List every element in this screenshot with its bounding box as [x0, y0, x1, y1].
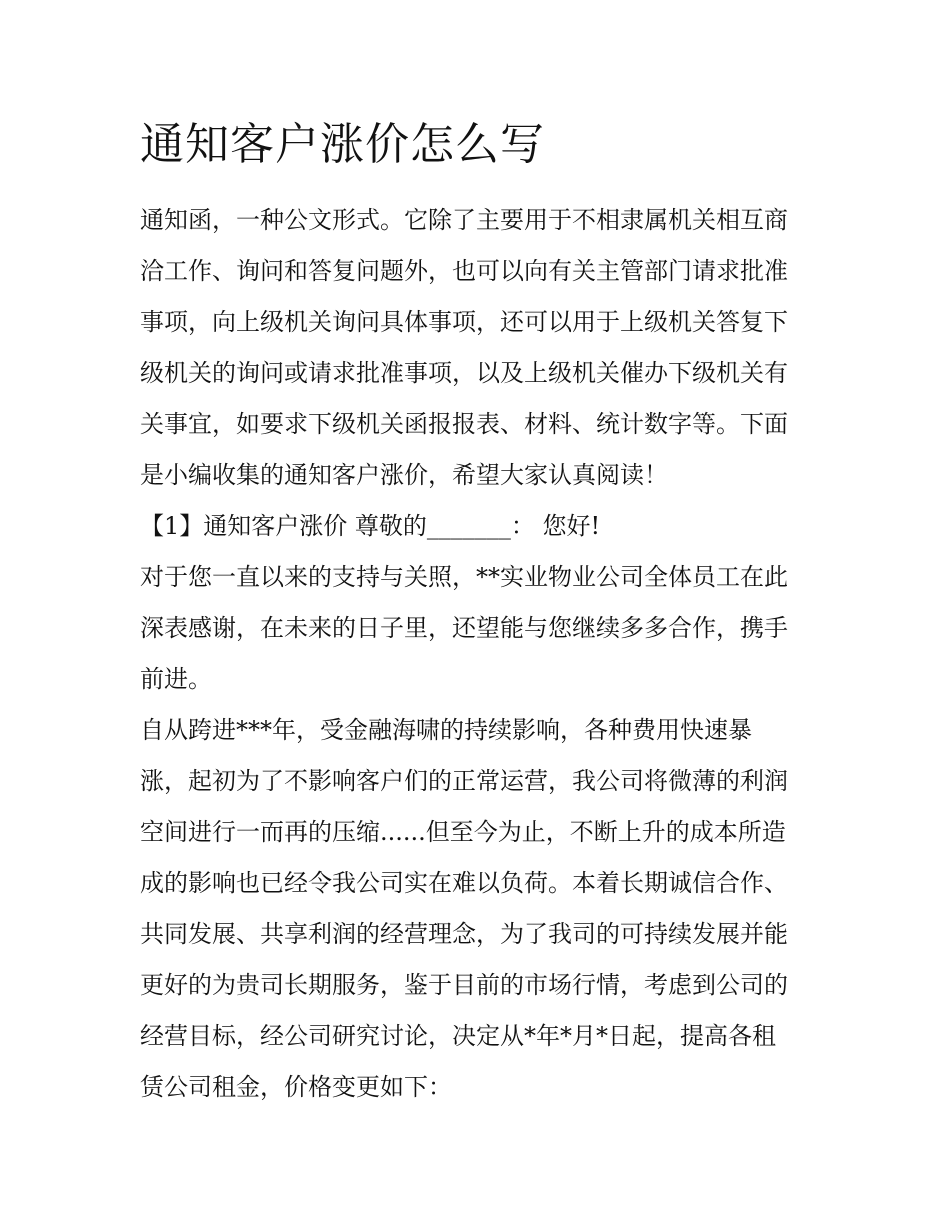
text-line: 前进。	[140, 665, 212, 693]
text-line: 深表感谢，在未来的日子里，还望能与您继续多多合作，携手	[140, 614, 788, 642]
text-line: 级机关的询问或请求批准事项，以及上级机关催办下级机关有	[140, 359, 788, 387]
text-line: 涨，起初为了不影响客户们的正常运营，我公司将微薄的利润	[140, 767, 788, 795]
text-line: 是小编收集的通知客户涨价，希望大家认真阅读！	[140, 461, 668, 489]
text-line: 【1】通知客户涨价 尊敬的_______： 您好!	[140, 512, 601, 540]
text-line: 自从跨进***年，受金融海啸的持续影响，各种费用快速暴	[140, 716, 752, 744]
text-line: 赁公司租金，价格变更如下：	[140, 1073, 452, 1101]
text-line: 事项，向上级机关询问具体事项，还可以用于上级机关答复下	[140, 308, 788, 336]
text-line: 通知函，一种公文形式。它除了主要用于不相隶属机关相互商	[140, 206, 788, 234]
text-line: 关事宜，如要求下级机关函报报表、材料、统计数字等。下面	[140, 410, 788, 438]
text-line: 洽工作、询问和答复问题外，也可以向有关主管部门请求批准	[140, 257, 788, 285]
text-line: 空间进行一而再的压缩......但至今为止，不断上升的成本所造	[140, 818, 786, 846]
text-line: 经营目标，经公司研究讨论，决定从*年*月*日起，提高各租	[140, 1022, 776, 1050]
text-line: 成的影响也已经令我公司实在难以负荷。本着长期诚信合作、	[140, 869, 788, 897]
text-line: 共同发展、共享利润的经营理念，为了我司的可持续发展并能	[140, 920, 788, 948]
text-line: 对于您一直以来的支持与关照，**实业物业公司全体员工在此	[140, 563, 788, 591]
document-title: 通知客户涨价怎么写	[140, 119, 545, 170]
text-line: 更好的为贵司长期服务，鉴于目前的市场行情，考虑到公司的	[140, 971, 788, 999]
